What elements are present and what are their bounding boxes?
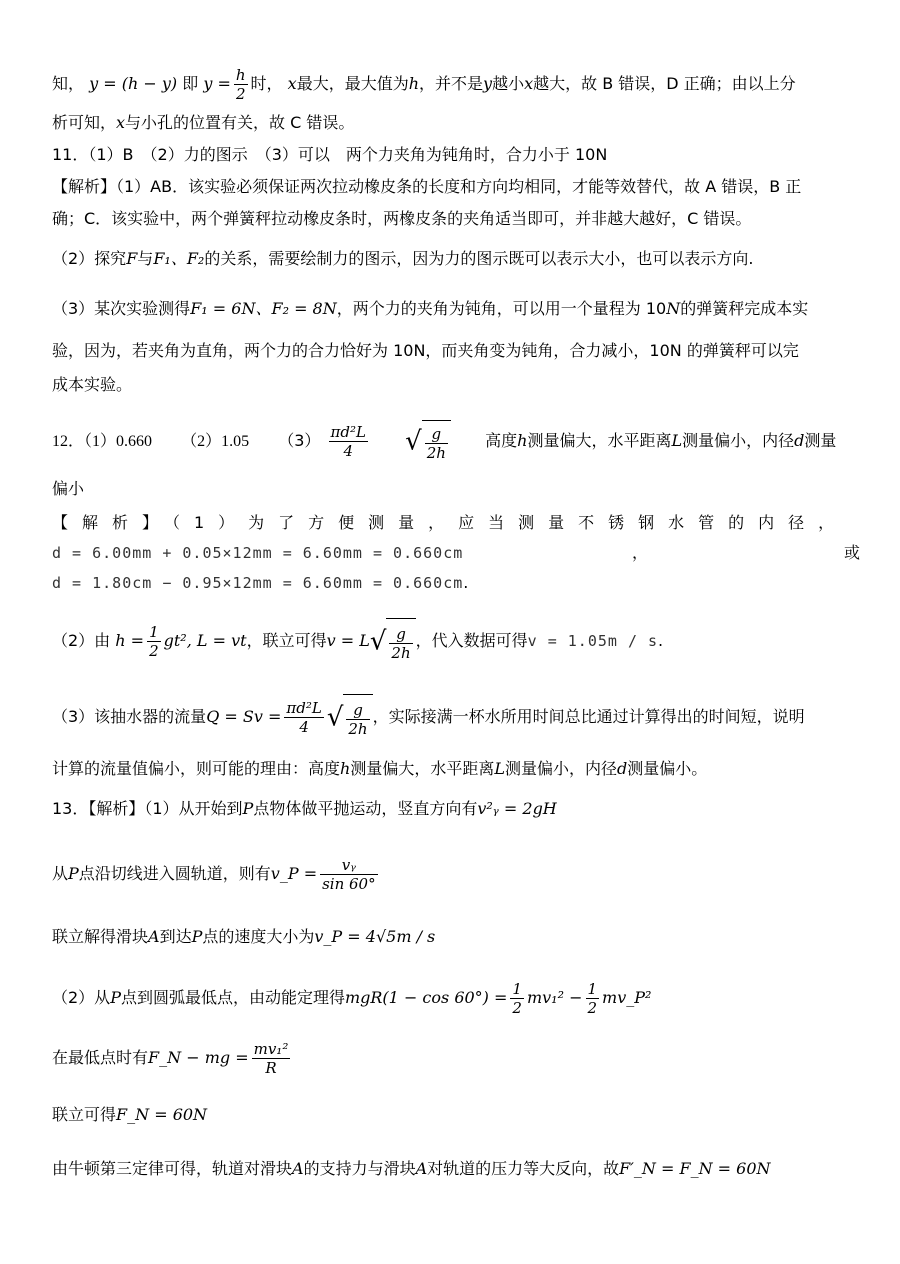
analysis-13-tangent: 从P点沿切线进入圆轨道，则有v_P = $\frac{\text{vᵧ}}{\sin 60^\circ}$ bbox=[52, 856, 376, 893]
answer-12-line-2: 偏小 bbox=[52, 479, 85, 498]
analysis-12-part-3-line-2: 计算的流量值偏小，则可能的理由：高度h测量偏大，水平距离L测量偏小，内径d测量偏小。 bbox=[52, 759, 708, 778]
answer-12: 12．（1）0.660 （2）1.05 （3） $\frac{\text{πd²L}}{4}$ √ $\frac{g}{2h}$ 高度h测量偏大，水平距离L测量偏小，内径d测量 bbox=[52, 420, 860, 463]
calc-line-2: d = 1.80cm − 0.95×12mm = 6.60mm = 0.660cm. bbox=[52, 573, 469, 592]
analysis-11-line-1: 【解析】（1）AB．该实验必须保证两次拉动橡皮条的长度和方向均相同，才能等效替代，故 A 错误，B 正 bbox=[52, 177, 802, 196]
fraction-h-over-2: $\frac{h}{2}$ bbox=[235, 66, 246, 103]
analysis-13-result-fn: 联立可得F_N = 60N bbox=[52, 1105, 208, 1124]
analysis-13-part-1: 13．【解析】（1）从开始到P点物体做平抛运动，竖直方向有v²ᵧ = 2gH bbox=[52, 799, 557, 818]
answer-11: 11．（1）B （2）力的图示 （3）可以 两个力夹角为钝角时，合力小于 10N bbox=[52, 145, 608, 164]
analysis-12-part-3: （3）该抽水器的流量Q = Sv = $\frac{\text{πd²L}}{4}$ √ $\frac{g}{2h}$ ，实际接满一杯水所用时间总比通过计算得出的时间短，说明 bbox=[52, 694, 860, 741]
analysis-12-part-1: 【解析】（1）为了方便测量，应当测量不锈钢水管的内径， bbox=[52, 513, 849, 532]
analysis-11-part-3-line-3: 成本实验。 bbox=[52, 375, 133, 394]
analysis-13-part-2: （2）从P点到圆弧最低点，由动能定理得mgR(1 − cos 60°) = $\frac{1}{2}$ mv₁² − $\frac{1}{2}$ mv_P² bbox=[52, 980, 652, 1017]
analysis-11-part-3-line-1: （3）某次实验测得F₁ = 6N、F₂ = 8N，两个力的夹角为钝角，可以用一个量程为 10N的弹簧秤完成本实 bbox=[52, 299, 809, 318]
analysis-13-lowest-point: 在最低点时有F_N − mg = $\frac{\text{mv₁²}}{R}$ bbox=[52, 1040, 289, 1077]
analysis-11-line-2: 确；C．该实验中，两个弹簧秤拉动橡皮条时，两橡皮条的夹角适当即可，并非越大越好，C 错误。 bbox=[52, 209, 752, 228]
analysis-11-part-2: （2）探究F与F₁、F₂的关系，需要绘制力的图示，因为力的图示既可以表示大小，也可以表示方向. bbox=[52, 249, 754, 268]
calc-line-1: d = 6.00mm + 0.05×12mm = 6.60mm = 0.660cm ， 或 bbox=[52, 543, 860, 562]
analysis-12-part-2: （2）由 h = $\frac{1}{2}$ gt², L = vt，联立可得v = L√ $\frac{g}{2h}$ ，代入数据可得v = 1.05m / s. bbox=[52, 618, 860, 665]
fraction-pi-d2-L-over-4: $\frac{\text{πd²L}}{4}$ bbox=[330, 423, 366, 460]
text-line-2: 析可知，x与小孔的位置有关，故 C 错误。 bbox=[52, 113, 355, 132]
sqrt-g-over-2h: √ $\frac{g}{2h}$ bbox=[405, 420, 451, 463]
analysis-11-part-3-line-2: 验，因为，若夹角为直角，两个力的合力恰好为 10N，而夹角变为钝角，合力减小，10N 的弹簧秤可以完 bbox=[52, 341, 799, 360]
analysis-13-third-law: 由牛顿第三定律可得，轨道对滑块A的支持力与滑块A对轨道的压力等大反向，故F′_N = F_N = 60N bbox=[52, 1159, 771, 1178]
analysis-13-result-vp: 联立解得滑块A到达P点的速度大小为v_P = 4√5m / s bbox=[52, 927, 436, 946]
text-line-1: 知， y = (h − y) 即 y = $\frac{h}{2}$ 时， x最大，最大值为h，并不是y越小x越大，故 B 错误，D 正确；由以上分 bbox=[52, 66, 796, 103]
